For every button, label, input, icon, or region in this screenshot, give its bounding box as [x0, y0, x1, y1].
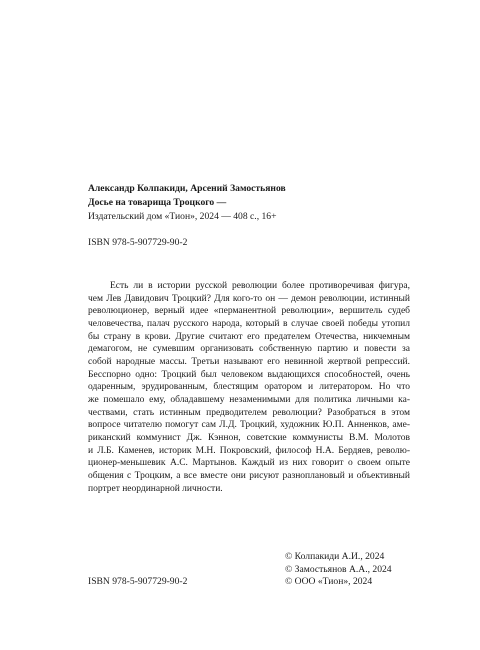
- copyright-line: © Замостьянов А.А., 2024: [285, 563, 392, 575]
- abstract-line: одаренным, эрудированным, блестящим оратором и литератором. Но что: [88, 382, 410, 393]
- abstract-line: же помешало ему, обладавшему незаменимыми для политика личными ка-: [88, 394, 410, 405]
- copyright-block: [285, 551, 392, 589]
- abstract-line: демагогом, не сумевшим организовать собственную партию и повести за: [88, 344, 410, 355]
- abstract-line: чем Лев Давидович Троцкий? Для кого-то он — демон революции, истинный: [88, 293, 410, 304]
- abstract-line: вопросе читателю помогут сам Л.Д. Троцкий, художник Ю.П. Анненков, аме-: [88, 420, 410, 431]
- abstract-line: портрет неординарной личности.: [88, 483, 223, 494]
- abstract-line: человечества, палач русского народа, который в случае своей победы утопил: [88, 318, 410, 329]
- abstract-line: общения с Троцким, а все вместе они рисуют разноплановый и объективный: [88, 470, 410, 481]
- abstract-line: чествами, стать истинным предводителем революции? Разобраться в этом: [88, 407, 410, 418]
- book-title: Досье на товарища Троцкого —: [88, 197, 227, 208]
- abstract-line: Бесспорно одно: Троцкий был человеком выдающихся способностей, очень: [88, 369, 410, 380]
- copyright-line: © ООО «Тион», 2024: [285, 576, 373, 587]
- abstract-line: революционер, верный идее «перманентной революции», вершитель судеб: [88, 306, 410, 317]
- authors: Александр Колпакиди, Арсений Замостьянов: [88, 183, 286, 194]
- copyright-line: © Колпакиди А.И., 2024: [285, 551, 385, 562]
- bibliographic-record: [88, 182, 408, 224]
- abstract-line: ционер-меньшевик А.С. Мартынов. Каждый из них говорит о своем опыте: [88, 458, 410, 469]
- abstract-line: Есть ли в истории русской революции более противоречивая фигура,: [110, 281, 410, 291]
- isbn-bottom: ISBN 978-5-907729-90-2: [88, 576, 188, 587]
- isbn-top: ISBN 978-5-907729-90-2: [88, 237, 188, 248]
- publisher-line: Издательский дом «Тион», 2024 — 408 с., 16+: [88, 211, 277, 222]
- abstract-line: собой народные массы. Третьи называют его невинной жертвой репрессий.: [88, 356, 410, 367]
- abstract-line: и Л.Б. Каменев, историк М.Н. Покровский, философ Н.А. Бердяев, револю-: [88, 445, 410, 456]
- abstract-line: риканский коммунист Дж. Кэннон, советские коммунисты В.М. Молотов: [88, 432, 410, 443]
- abstract-line: бы страну в крови. Другие считают его предателем Отечества, никчемным: [88, 331, 410, 342]
- abstract: [88, 280, 410, 495]
